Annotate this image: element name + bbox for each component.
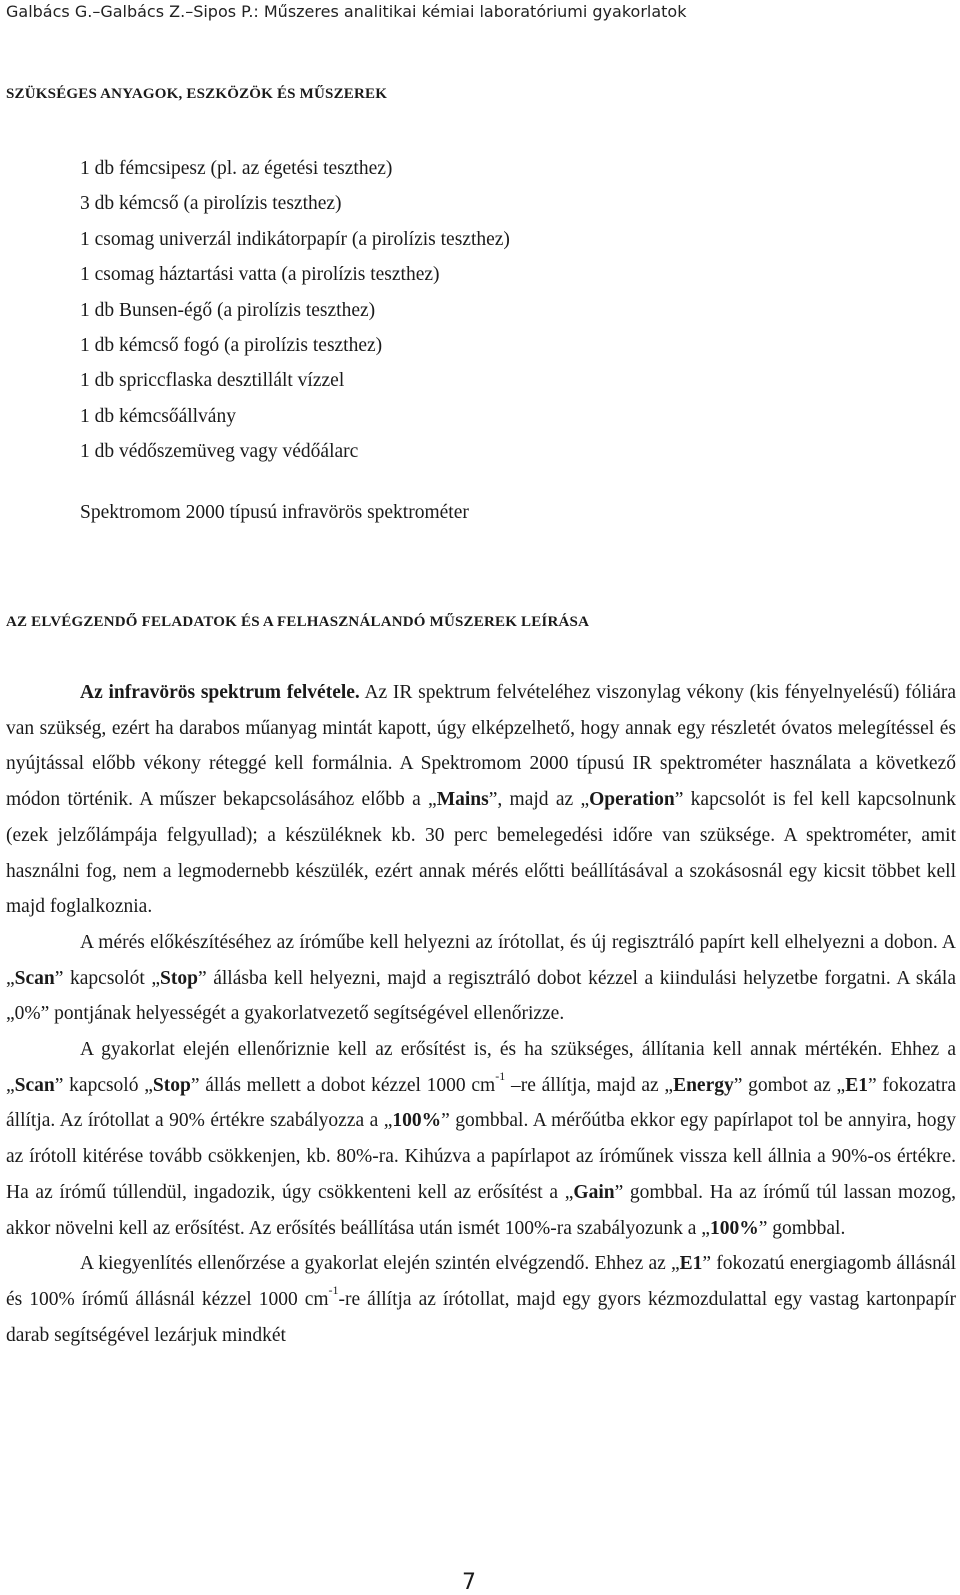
list-item: 1 db védőszemüveg vagy védőálarc bbox=[80, 441, 359, 463]
paragraph-2: A mérés előkészítéséhez az íróműbe kell helyezni az írótollat, és új regisztráló papírt kell elhelyezni a dobon. A „Scan” kapcsolót „Stop” állásba kell helyezni, majd a regisztráló dobot kézzel a kiindulási helyzetbe forgatni. A skála „0%” pontjának helyességét a gyakorlatvezető segítségével ellenőrizze. bbox=[6, 931, 956, 1025]
paragraph-1: Az infravörös spektrum felvétele. Az IR spektrum felvételéhez viszonylag vékony (kis fényelnyelésű) fóliára van szükség, ezért ha darabos műanyag mintát kapott, úgy elképzelhető, hogy annak egy részletét óvatos melegítéssel és nyújtással előbb vékony réteggé kell formálnia. A Spektromom 2000 típusú IR spektrométer használata a következő módon történik. A műszer bekapcsolásához előbb a „Mains”, majd az „Operation” kapcsolót is fel kell kapcsolnunk (ezek jelzőlámpája felgyullad); a készüléknek kb. 30 perc bemelegedési időre van szüksége. A spektrométer, amit használni fog, nem a legmodernebb készülék, ezért annak mérés előtti beállításával a szokásosnál egy kicsit többet kell majd foglalkoznia. bbox=[6, 682, 956, 918]
list-item: 1 csomag univerzál indikátorpapír (a pirolízis teszthez) bbox=[80, 228, 510, 250]
list-item: 1 db fémcsipesz (pl. az égetési teszthez) bbox=[80, 158, 393, 179]
list-item: 1 db spriccflaska desztillált vízzel bbox=[80, 370, 345, 392]
list-item: 1 db kémcső fogó (a pirolízis teszthez) bbox=[80, 335, 383, 357]
list-item: 1 csomag háztartási vatta (a pirolízis teszthez) bbox=[80, 264, 440, 286]
instrument-line: Spektromom 2000 típusú infravörös spektrométer bbox=[80, 502, 469, 523]
running-header: Galbács G.–Galbács Z.–Sipos P.: Műszeres analitikai kémiai laboratóriumi gyakorlatok bbox=[6, 2, 687, 21]
list-item: 1 db kémcsőállvány bbox=[80, 405, 236, 427]
paragraph-3: A gyakorlat elején ellenőriznie kell az erősítést is, és ha szükséges, állítania kell annak mértékén. Ehhez a „Scan” kapcsoló „Stop” állás mellett a dobot kézzel 1000 $cm^{-1}$ –re állítja, majd az „Energy” gombot az „E1” fokozatra állítja. Az írótollat a 90% értékre szabályozza a „100%” gombbal. A mérőútba ekkor egy papírlapot tol be annyira, hogy az írótoll kitérése tovább csökkenjen, kb. 80%-ra. Kihúzva a papírlapot az íróműnek vissza kell állnia a 90%-os értékre. Ha az írómű túllendül, ingadozik, úgy csökkenteni kell az erősítést a „Gain” gombbal. Ha az írómű túl lassan mozog, akkor növelni kell az erősítést. Az erősítés beállítása után ismét 100%-ra szabályozunk a „100%” gombbal. bbox=[6, 1039, 956, 1239]
materials-list bbox=[80, 151, 510, 470]
body-text bbox=[6, 675, 956, 1353]
section-heading-tasks: AZ ELVÉGZENDŐ FELADATOK ÉS A FELHASZNÁLANDÓ MŰSZEREK LEÍRÁSA bbox=[6, 614, 590, 630]
paragraph-4: A kiegyenlítés ellenőrzése a gyakorlat elején szintén elvégzendő. Ehhez az „E1” fokozatú energiagomb állásnál és 100% írómű állásnál kézzel 1000 $cm^{-1}-re$ állítja az írótollat, majd egy gyors kézmozdulattal egy vastag kartonpapír darab segítségével lezárjuk mindkét bbox=[6, 1253, 956, 1346]
page-number: 7 bbox=[462, 1570, 476, 1595]
section-heading-materials: SZÜKSÉGES ANYAGOK, ESZKÖZÖK ÉS MŰSZEREK bbox=[6, 86, 388, 102]
subheading: Az infravörös spektrum felvétele. bbox=[80, 682, 360, 703]
list-item: 3 db kémcső (a pirolízis teszthez) bbox=[80, 193, 342, 215]
list-item: 1 db Bunsen-égő (a pirolízis teszthez) bbox=[80, 299, 376, 321]
